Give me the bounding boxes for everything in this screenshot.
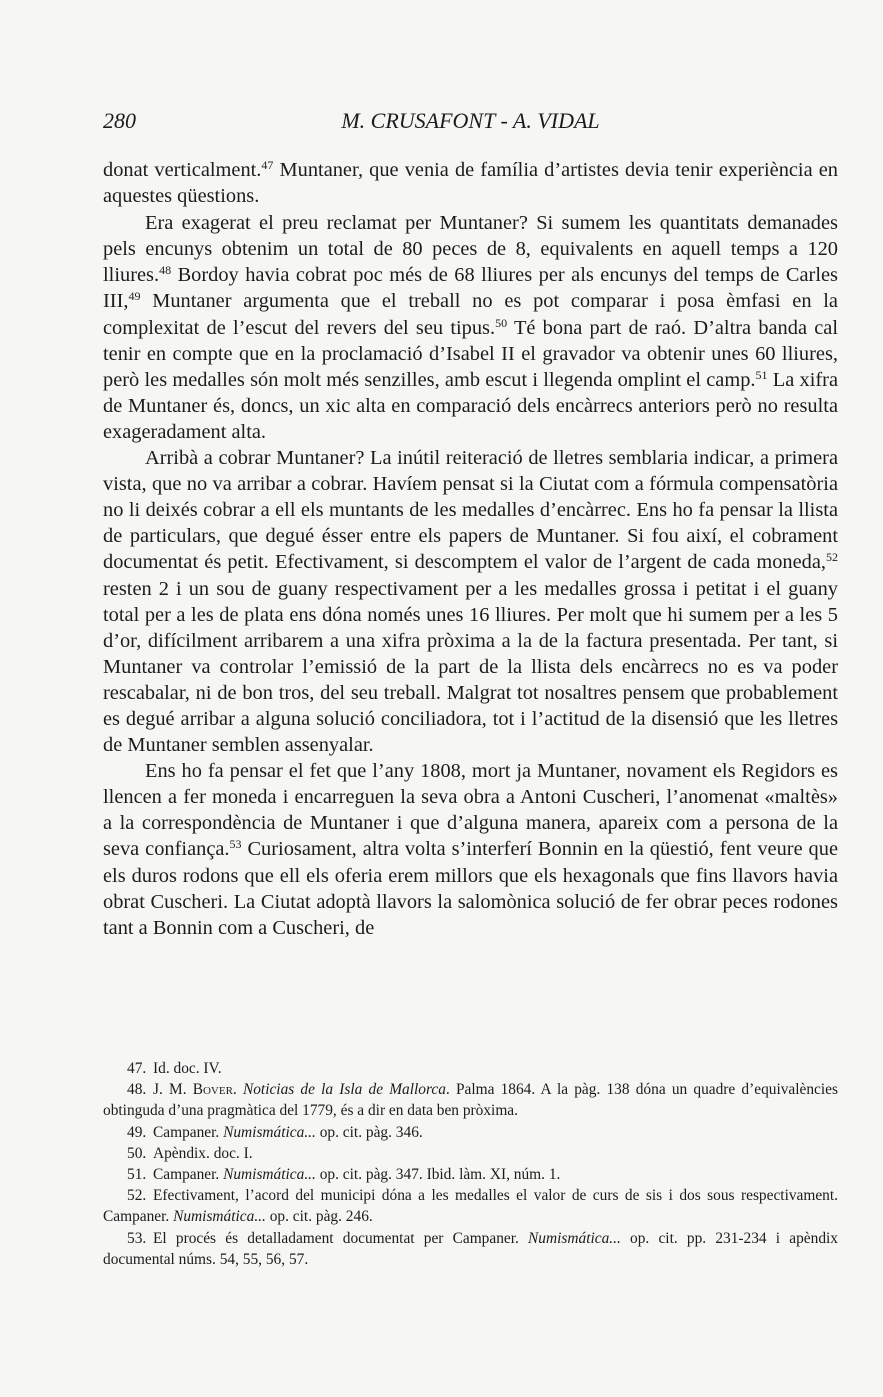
footnote-ref-52[interactable]: 52 [826,550,838,565]
page-header [103,108,838,140]
footnote-ref-47[interactable]: 47 [261,158,274,172]
text-run: Bordoy havia cobrat poc més de 68 lliures per als encunys del temps de Carles III, [103,264,838,313]
footnote-text: . Palma 1864. A la pàg. 138 dóna un quadre d’equivalències obtinguda d’una pragmàtica del 1779, és a dir en data ben pròxima. [103,1081,838,1120]
text-run: Té bona part de raó. D’altra banda cal tenir en compte que en la proclamació d’Isabel II el gravador va obtenir unes 60 lliures, però les medalles són molt més senzilles, amb escut i llegenda omplint el camp. [103,316,839,391]
footnote-text: Id. doc. IV. [153,1060,222,1077]
paragraph-4 [103,758,838,941]
footnote-ref-51[interactable]: 51 [755,367,768,382]
footnote-50 [103,1143,838,1164]
footnote-number: 47. [127,1060,147,1077]
paragraph-1 [103,157,838,209]
footnotes [103,1058,838,1270]
footnote-text: op. cit. pp. 231-234 i apèndix documental núms. 54, 55, 56, 57. [103,1229,838,1268]
footnote-title: Numismática... [223,1166,316,1184]
footnote-title: Numismática... [223,1123,316,1141]
page-number: 280 [103,108,136,133]
paragraph-2 [103,210,838,445]
footnote-author: J. M. Bover [153,1081,233,1099]
footnote-52 [103,1185,838,1227]
footnote-text: op. cit. pàg. 346. [315,1123,423,1141]
footnote-text: . [232,1081,243,1099]
footnote-number: 51. [127,1166,147,1184]
text-run: La xifra de Muntaner és, doncs, un xic alta en comparació dels encàrrecs anteriors però no resulta exageradament alta. [103,368,838,443]
footnote-48 [103,1079,838,1121]
footnote-number: 49. [127,1123,147,1141]
footnote-47 [103,1058,838,1079]
footnote-text: Campaner. [153,1166,224,1184]
text-run: Ens ho fa pensar el fet que l’any 1808, mort ja Muntaner, novament els Regidors es llencen a fer moneda i encarreguen la seva obra a Antoni Cuscheri, l’anomenat «maltès» a la correspondència de Muntaner i que d’alguna manera, apareix com a persona de la seva confiança. [103,760,838,861]
footnote-text: Efectivament, l’acord del municipi dóna a les medalles el valor de curs de sis i dos sous respectivament. Campaner. [103,1187,838,1226]
footnote-number: 50. [127,1144,147,1162]
text-run: Era exagerat el preu reclamat per Muntaner? Si sumem les quantitats demanades pels encunys obtenim un total de 80 peces de 8, equivalents en aquell temps a 120 lliures. [103,212,838,287]
text-run: Muntaner argumenta que el treball no es pot comparar i posa èmfasi en la complexitat de l’escut del revers del seu tipus. [103,290,838,339]
footnote-text: El procés és detalladament documentat per Campaner. [153,1229,529,1247]
paragraph-3 [103,445,838,758]
footnote-ref-48[interactable]: 48 [159,263,172,278]
footnote-49 [103,1122,838,1143]
footnote-number: 48. [127,1081,147,1099]
footnote-title: Numismática... [173,1208,266,1226]
body-text [103,157,838,941]
footnote-number: 53. [127,1229,147,1247]
footnote-51 [103,1164,838,1185]
text-run: resten 2 i un sou de guany respectivament per a les medalles grossa i petitat i el guany total per a les de plata ens dóna només unes 16 lliures. Per molt que hi sumem per a les 5 d’or, difícilment arribarem a una xifra pròxima a la de la factura presentada. Per tant, si Muntaner va controlar l’emissió de la part de la llista dels encàrrecs no es va poder rescabalar, ni de bon tros, del seu treball. Malgrat tot nosaltres pensem que probablement es degué arribar a alguna solució conciliadora, tot i l’actitud de la disensió que les lletres de Muntaner semblen assenyalar. [103,577,838,757]
footnote-title: Noticias de la Isla de Mallorca [242,1081,446,1099]
footnote-title: Numismática... [528,1229,621,1247]
text-run: Arribà a cobrar Muntaner? La inútil reiteració de lletres semblaria indicar, a primera vista, que no va arribar a cobrar. Havíem pensat si la Ciutat com a fórmula compensatòria no li deixés cobrar a ell els muntants de les medalles d’encàrrec. Ens ho fa pensar la llista de particulars, que degué ésser entre els papers de Muntaner. Si fou així, el cobrament documentat és petit. Efectivament, si descomptem el valor de l’argent de cada moneda, [103,447,838,574]
running-title: M. CRUSAFONT - A. VIDAL [341,108,600,133]
footnote-53 [103,1228,838,1270]
footnote-text: op. cit. pàg. 347. Ibid. làm. XI, núm. 1. [315,1166,561,1184]
text-run: Curiosament, altra volta s’interferí Bonnin en la qüestió, fent veure que els duros rodons que ell els oferia erem millors que els hexagonals que fins llavors havia obrat Cuscheri. La Ciutat adoptà llavors la salomònica solució de fer obrar peces rodones tant a Bonnin com a Cuscheri, de [103,838,838,939]
text-run: Muntaner, que venia de família d’artistes devia tenir experiència en aquestes qüestions. [103,159,838,208]
footnote-number: 52. [127,1187,147,1205]
footnote-ref-49[interactable]: 49 [128,289,141,304]
footnote-text: Campaner. [153,1123,224,1141]
text-run: donat verticalment. [103,159,262,181]
footnote-ref-53[interactable]: 53 [229,837,242,852]
footnote-ref-50[interactable]: 50 [495,315,508,330]
footnote-text: Apèndix. doc. I. [153,1144,253,1162]
footnote-text: op. cit. pàg. 246. [265,1208,373,1226]
